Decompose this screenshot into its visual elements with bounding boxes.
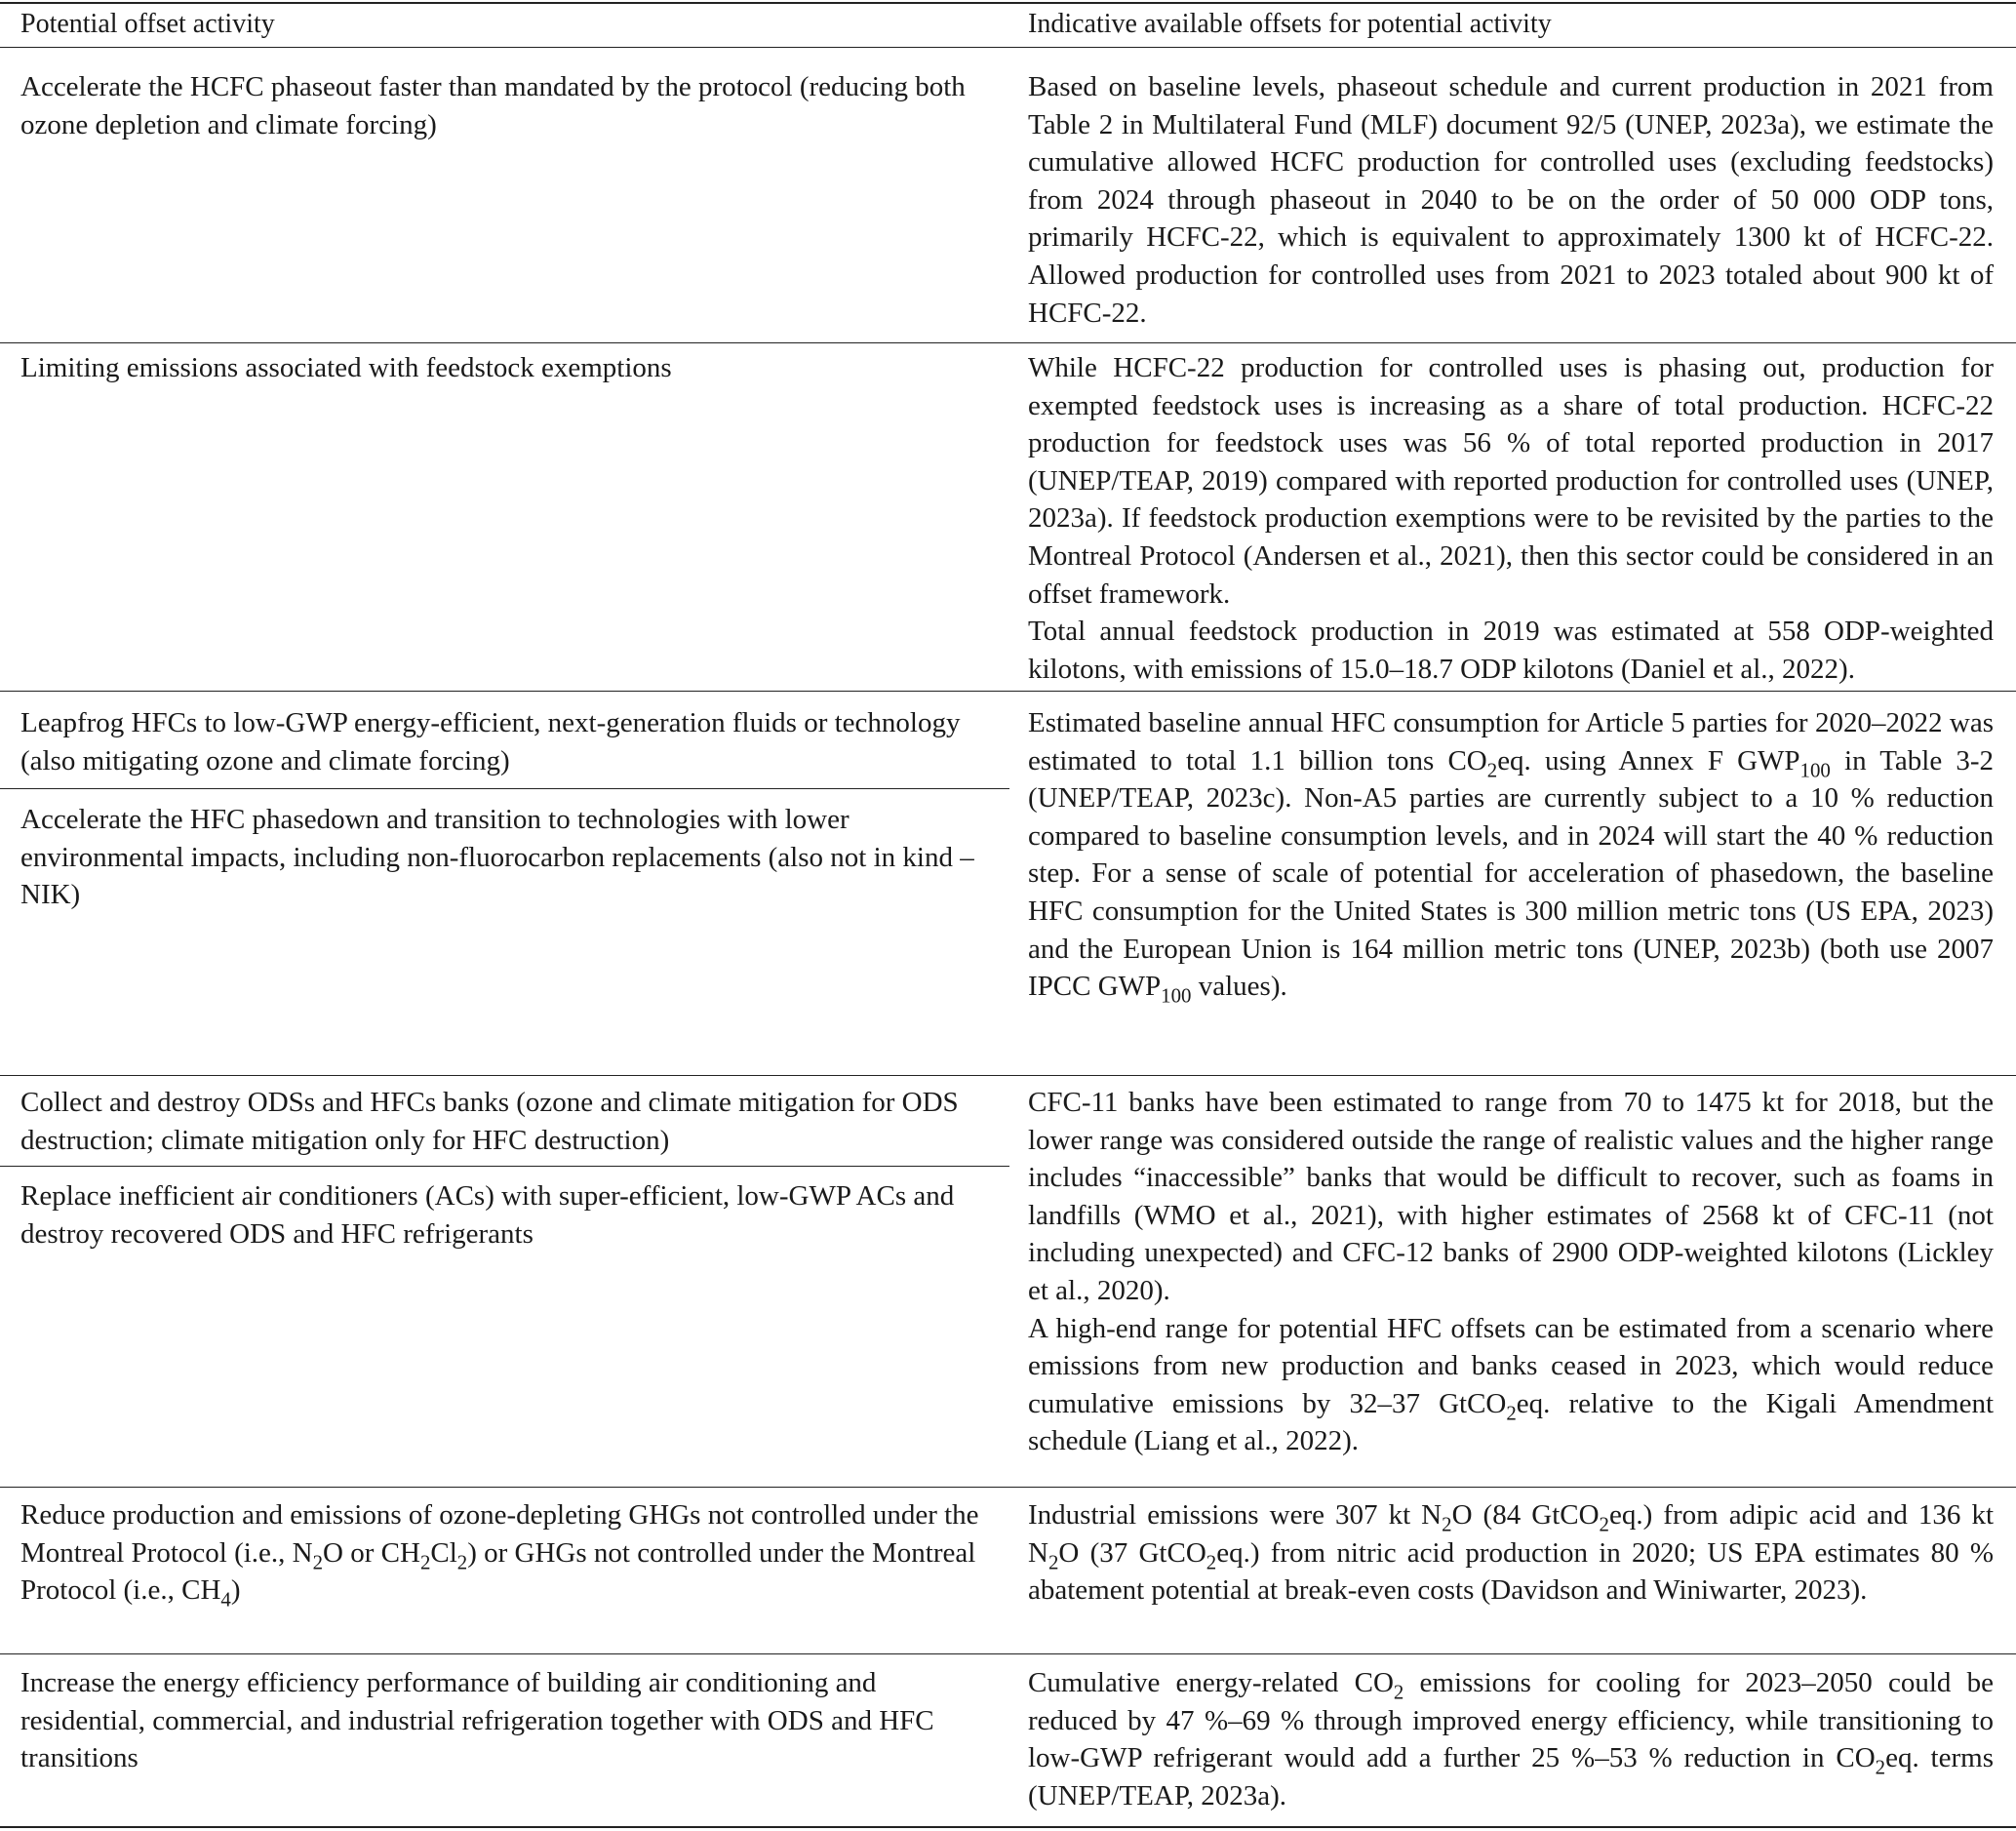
offsets-banks-paragraph: A high-end range for potential HFC offsets can be estimated from a scenario where emissions from new production and banks ceased in 2023, which would reduce cumulative emissions by 32–37 GtCO$_2$eq. relative to the Kigali Amendment schedule (Liang et al., 2022).: [1028, 1312, 1994, 1457]
activity-energy-efficiency: Increase the energy efficiency performance of building air conditioning and residential, commercial, and industrial refrigeration together with ODS and HFC transitions: [20, 1667, 934, 1774]
row-rule: [0, 1487, 2016, 1488]
offsets-hfc-phasedown: Estimated baseline annual HFC consumption for Article 5 parties for 2020–2022 was estimated to total 1.1 billion tons $CO_2eq$. using Annex F $GWP_{100}$ in Table 3-2 (UNEP/TEAP, 2023c). Non-A5 parties are currently subject to a 10 % reduction compared to baseline consumption levels, and in 2024 will start the 40 % reduction step. For a sense of scale of potential for acceleration of phasedown, the baseline HFC consumption for the United States is 300 million metric tons (US EPA, 2023) and the European Union is 164 million metric tons (UNEP, 2023b) (both use 2007 IPCC $GWP_{100}$ values).: [1028, 707, 1994, 1008]
column-header-activity: Potential offset activity: [20, 9, 275, 39]
row-rule: [0, 1653, 2016, 1654]
activity-hcfc-phaseout: Accelerate the HCFC phaseout faster than mandated by the protocol (reducing both ozone depletion and climate forcing): [20, 71, 966, 140]
offsets-feedstock-paragraph: While HCFC-22 production for controlled uses is phasing out, production for exempted feedstock uses is increasing as a share of total production. HCFC-22 production for feedstock uses was 56 % of total reported production in 2017 (UNEP/TEAP, 2019) compared with reported production for controlled uses (UNEP, 2023a). If feedstock production exemptions were to be revisited by the parties to the Montreal Protocol (Andersen et al., 2021), then this sector could be considered in an offset framework.: [1028, 352, 1994, 610]
row-rule: [0, 691, 2016, 692]
activity-collect-destroy-banks: Collect and destroy ODSs and HFCs banks (ozone and climate mitigation for ODS destruction; climate mitigation only for HFC destruction): [20, 1087, 959, 1156]
offsets-hcfc-phaseout: Based on baseline levels, phaseout schedule and current production in 2021 from Table 2 in Multilateral Fund (MLF) document 92/5 (UNEP, 2023a), we estimate the cumulative allowed HCFC production for controlled uses (excluding feedstocks) from 2024 through phaseout in 2040 to be on the order of 50 000 ODP tons, primarily HCFC-22, which is equivalent to approximately 1300 kt of HCFC-22. Allowed production for controlled uses from 2021 to 2023 totaled about 900 kt of HCFC-22.: [1028, 71, 1994, 329]
row-subrule: [0, 1166, 1009, 1167]
offsets-banks-paragraph: CFC-11 banks have been estimated to range from 70 to 1475 kt for 2018, but the lower range was considered outside the range of realistic values and the higher range includes “inaccessible” banks that would be difficult to recover, such as foams in landfills (WMO et al., 2021), with higher estimates of 2568 kt of CFC-11 (not including unexpected) and CFC-12 banks of 2900 ODP-weighted kilotons (Lickley et al., 2020).: [1028, 1087, 1994, 1306]
column-header-offsets: Indicative available offsets for potential activity: [1028, 9, 1552, 39]
offsets-energy-efficiency: Cumulative energy-related $CO_2$ emissions for cooling for 2023–2050 could be reduced by 47 %–69 % through improved energy efficiency, while transitioning to low-GWP refrigerant would add a further 25 %–53 % reduction in $CO_2eq$. terms (UNEP/TEAP, 2023a).: [1028, 1667, 1994, 1811]
row-rule: [0, 342, 2016, 343]
offsets-banks: [1028, 1084, 1994, 1460]
row-rule: [0, 1075, 2016, 1076]
offsets-uncontrolled-ghgs: Industrial emissions were 307 kt $N_2O$ (84 GtCO$_2$eq.) from adipic acid and 136 kt $N_2O$ (37 GtCO$_2$eq.) from nitric acid production in 2020; US EPA estimates 80 % abatement potential at break-even costs (Davidson and Winiwarter, 2023).: [1028, 1499, 1995, 1607]
activity-uncontrolled-ghgs: Reduce production and emissions of ozone-depleting GHGs not controlled under the Montreal Protocol (i.e., $N_2O$ or $CH_2Cl_2$) or GHGs not controlled under the Montreal Protocol (i.e., $CH_4$): [20, 1499, 979, 1612]
offsets-feedstock-paragraph: Total annual feedstock production in 2019 was estimated at 558 ODP-weighted kilotons, with emissions of 15.0–18.7 ODP kilotons (Daniel et al., 2022).: [1028, 616, 1994, 685]
table-top-rule: [0, 2, 2016, 4]
activity-replace-air-conditioners: Replace inefficient air conditioners (ACs) with super-efficient, low-GWP ACs and destroy recovered ODS and HFC refrigerants: [20, 1180, 955, 1250]
offsets-feedstock-exemptions: [1028, 349, 1994, 688]
header-rule: [0, 47, 2016, 48]
activity-feedstock-exemptions: Limiting emissions associated with feedstock exemptions: [20, 352, 672, 383]
table-bottom-rule: [0, 1826, 2016, 1828]
activity-leapfrog-hfcs: Leapfrog HFCs to low-GWP energy-efficient, next-generation fluids or technology (also mitigating ozone and climate forcing): [20, 707, 961, 776]
row-subrule: [0, 788, 1009, 789]
activity-accelerate-hfc-phasedown: Accelerate the HFC phasedown and transition to technologies with lower environmental impacts, including non-fluorocarbon replacements (also not in kind – NIK): [20, 804, 974, 911]
